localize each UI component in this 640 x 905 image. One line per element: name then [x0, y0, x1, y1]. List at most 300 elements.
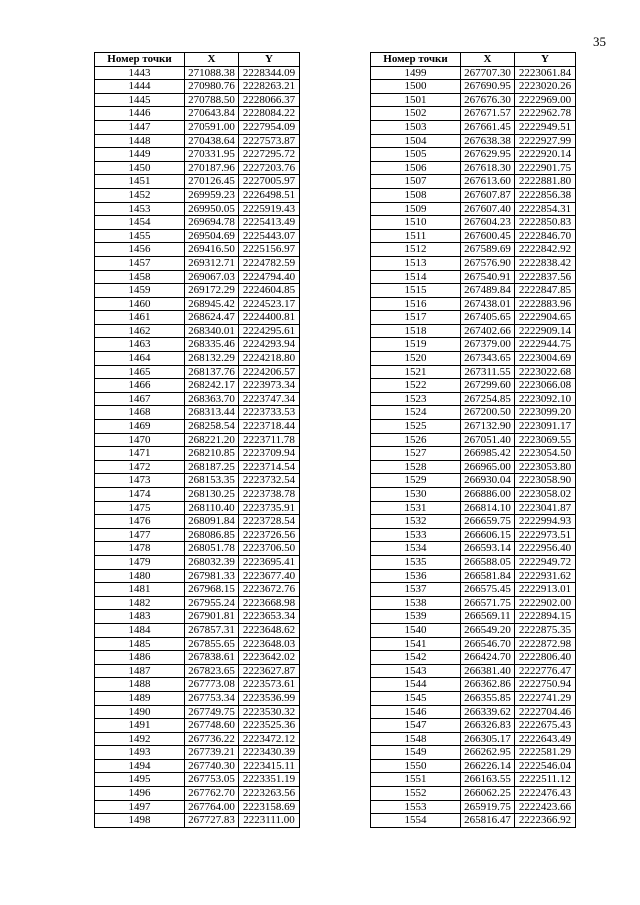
table-row [95, 270, 300, 284]
table-row [95, 746, 300, 760]
cell-y: 2222902.00 [515, 596, 576, 610]
table-row [371, 515, 576, 529]
cell-x: 267604.23 [461, 216, 515, 230]
cell-x: 267855.65 [185, 637, 239, 651]
cell-y: 2228084.22 [239, 107, 300, 121]
cell-x: 270980.76 [185, 80, 239, 94]
cell-point-number: 1483 [95, 610, 185, 624]
cell-point-number: 1521 [371, 365, 461, 379]
table-row [371, 474, 576, 488]
cell-x: 268032.39 [185, 555, 239, 569]
cell-x: 268313.44 [185, 406, 239, 420]
cell-y: 2223728.54 [239, 515, 300, 529]
table-row [371, 365, 576, 379]
cell-y: 2228344.09 [239, 66, 300, 80]
cell-point-number: 1493 [95, 746, 185, 760]
cell-x: 267671.57 [461, 107, 515, 121]
cell-x: 268363.70 [185, 392, 239, 406]
cell-x: 267736.22 [185, 732, 239, 746]
table-row [371, 392, 576, 406]
cell-y: 2227573.87 [239, 134, 300, 148]
cell-point-number: 1542 [371, 651, 461, 665]
table-row [371, 229, 576, 243]
cell-y: 2228066.37 [239, 93, 300, 107]
table-row [371, 664, 576, 678]
cell-y: 2222476.43 [515, 787, 576, 801]
cell-y: 2223111.00 [239, 814, 300, 828]
cell-x: 268340.01 [185, 324, 239, 338]
table-row [371, 705, 576, 719]
table-row [371, 596, 576, 610]
table-row [371, 324, 576, 338]
cell-y: 2223158.69 [239, 800, 300, 814]
table-row [371, 460, 576, 474]
cell-y: 2223020.26 [515, 80, 576, 94]
table-row [371, 80, 576, 94]
cell-point-number: 1463 [95, 338, 185, 352]
cell-x: 266886.00 [461, 488, 515, 502]
cell-x: 267299.60 [461, 379, 515, 393]
table-row [371, 202, 576, 216]
table-row [371, 175, 576, 189]
table-row [95, 66, 300, 80]
cell-x: 267823.65 [185, 664, 239, 678]
cell-x: 270591.00 [185, 120, 239, 134]
table-row [371, 501, 576, 515]
cell-point-number: 1475 [95, 501, 185, 515]
cell-y: 2223711.78 [239, 433, 300, 447]
table-row [95, 148, 300, 162]
cell-point-number: 1459 [95, 284, 185, 298]
table-row [95, 175, 300, 189]
cell-x: 267740.30 [185, 759, 239, 773]
cell-point-number: 1454 [95, 216, 185, 230]
cell-x: 269504.69 [185, 229, 239, 243]
cell-x: 266424.70 [461, 651, 515, 665]
cell-x: 267051.40 [461, 433, 515, 447]
column-header-x: X [185, 53, 239, 67]
cell-y: 2223672.76 [239, 583, 300, 597]
cell-point-number: 1473 [95, 474, 185, 488]
cell-y: 2227954.09 [239, 120, 300, 134]
table-row [371, 732, 576, 746]
table-row [95, 583, 300, 597]
cell-y: 2222894.15 [515, 610, 576, 624]
cell-y: 2222962.78 [515, 107, 576, 121]
cell-y: 2224293.94 [239, 338, 300, 352]
cell-y: 2223732.54 [239, 474, 300, 488]
cell-y: 2223653.34 [239, 610, 300, 624]
cell-y: 2226498.51 [239, 188, 300, 202]
cell-y: 2223053.80 [515, 460, 576, 474]
cell-x: 269950.05 [185, 202, 239, 216]
cell-y: 2222643.49 [515, 732, 576, 746]
table-row [371, 420, 576, 434]
cell-x: 267607.87 [461, 188, 515, 202]
cell-x: 267402.66 [461, 324, 515, 338]
cell-point-number: 1539 [371, 610, 461, 624]
table-row [371, 678, 576, 692]
cell-point-number: 1516 [371, 297, 461, 311]
table-row [371, 583, 576, 597]
cell-point-number: 1471 [95, 447, 185, 461]
table-row [371, 243, 576, 257]
cell-x: 267727.83 [185, 814, 239, 828]
cell-y: 2227295.72 [239, 148, 300, 162]
cell-y: 2223092.10 [515, 392, 576, 406]
cell-x: 268086.85 [185, 528, 239, 542]
table-row [95, 107, 300, 121]
table-row [371, 188, 576, 202]
cell-point-number: 1452 [95, 188, 185, 202]
cell-y: 2223099.20 [515, 406, 576, 420]
table-row [95, 610, 300, 624]
cell-point-number: 1522 [371, 379, 461, 393]
cell-point-number: 1468 [95, 406, 185, 420]
cell-point-number: 1456 [95, 243, 185, 257]
cell-y: 2222901.75 [515, 161, 576, 175]
cell-point-number: 1451 [95, 175, 185, 189]
cell-x: 265816.47 [461, 814, 515, 828]
cell-point-number: 1494 [95, 759, 185, 773]
table-row [371, 814, 576, 828]
cell-point-number: 1503 [371, 120, 461, 134]
cell-x: 267540.91 [461, 270, 515, 284]
cell-x: 266339.62 [461, 705, 515, 719]
table-header-row [371, 53, 576, 67]
cell-y: 2222423.66 [515, 800, 576, 814]
cell-x: 268258.54 [185, 420, 239, 434]
cell-x: 267838.61 [185, 651, 239, 665]
table-row [371, 120, 576, 134]
table-row [371, 623, 576, 637]
cell-point-number: 1511 [371, 229, 461, 243]
cell-x: 269067.03 [185, 270, 239, 284]
cell-point-number: 1464 [95, 352, 185, 366]
cell-x: 268137.76 [185, 365, 239, 379]
cell-x: 267629.95 [461, 148, 515, 162]
cell-x: 267955.24 [185, 596, 239, 610]
cell-y: 2224206.57 [239, 365, 300, 379]
cell-y: 2223022.68 [515, 365, 576, 379]
cell-x: 266362.86 [461, 678, 515, 692]
cell-x: 267748.60 [185, 719, 239, 733]
cell-point-number: 1486 [95, 651, 185, 665]
cell-y: 2222944.75 [515, 338, 576, 352]
cell-y: 2225413.49 [239, 216, 300, 230]
cell-y: 2223733.53 [239, 406, 300, 420]
cell-point-number: 1540 [371, 623, 461, 637]
table-row [95, 229, 300, 243]
table-row [95, 814, 300, 828]
cell-y: 2223536.99 [239, 691, 300, 705]
cell-y: 2224218.80 [239, 352, 300, 366]
table-row [95, 488, 300, 502]
cell-x: 266659.75 [461, 515, 515, 529]
table-row [371, 216, 576, 230]
cell-x: 267676.30 [461, 93, 515, 107]
cell-y: 2225443.07 [239, 229, 300, 243]
table-row [95, 623, 300, 637]
cell-x: 267607.40 [461, 202, 515, 216]
cell-y: 2223668.98 [239, 596, 300, 610]
cell-point-number: 1518 [371, 324, 461, 338]
table-row [95, 787, 300, 801]
table-row [95, 379, 300, 393]
cell-y: 2222842.92 [515, 243, 576, 257]
cell-x: 266985.42 [461, 447, 515, 461]
cell-y: 2222927.99 [515, 134, 576, 148]
table-row [95, 120, 300, 134]
table-row [95, 528, 300, 542]
cell-point-number: 1462 [95, 324, 185, 338]
cell-x: 266381.40 [461, 664, 515, 678]
cell-x: 266355.85 [461, 691, 515, 705]
cell-x: 267638.38 [461, 134, 515, 148]
cell-point-number: 1547 [371, 719, 461, 733]
cell-y: 2223714.54 [239, 460, 300, 474]
cell-y: 2223061.84 [515, 66, 576, 80]
cell-point-number: 1469 [95, 420, 185, 434]
cell-point-number: 1485 [95, 637, 185, 651]
cell-x: 266814.10 [461, 501, 515, 515]
cell-point-number: 1446 [95, 107, 185, 121]
table-row [371, 651, 576, 665]
cell-y: 2224794.40 [239, 270, 300, 284]
cell-x: 267254.85 [461, 392, 515, 406]
table-row [95, 392, 300, 406]
table-row [95, 365, 300, 379]
cell-point-number: 1532 [371, 515, 461, 529]
table-row [95, 596, 300, 610]
cell-y: 2223735.91 [239, 501, 300, 515]
cell-point-number: 1514 [371, 270, 461, 284]
cell-y: 2223263.56 [239, 787, 300, 801]
table-row [95, 719, 300, 733]
table-row [371, 134, 576, 148]
table-row [95, 188, 300, 202]
table-row [371, 488, 576, 502]
cell-point-number: 1519 [371, 338, 461, 352]
table-row [95, 243, 300, 257]
cell-point-number: 1488 [95, 678, 185, 692]
cell-point-number: 1524 [371, 406, 461, 420]
table-row [95, 134, 300, 148]
table-row [95, 324, 300, 338]
cell-x: 267661.45 [461, 120, 515, 134]
cell-y: 2222875.35 [515, 623, 576, 637]
table-row [95, 420, 300, 434]
cell-point-number: 1479 [95, 555, 185, 569]
cell-point-number: 1543 [371, 664, 461, 678]
cell-y: 2222366.92 [515, 814, 576, 828]
cell-x: 267200.50 [461, 406, 515, 420]
table-row [371, 406, 576, 420]
cell-point-number: 1447 [95, 120, 185, 134]
cell-y: 2223472.12 [239, 732, 300, 746]
cell-x: 268242.17 [185, 379, 239, 393]
cell-point-number: 1523 [371, 392, 461, 406]
table-row [95, 406, 300, 420]
cell-x: 266581.84 [461, 569, 515, 583]
cell-y: 2223058.90 [515, 474, 576, 488]
cell-point-number: 1549 [371, 746, 461, 760]
coordinates-table-left [94, 52, 300, 828]
cell-point-number: 1467 [95, 392, 185, 406]
cell-x: 266571.75 [461, 596, 515, 610]
table-row [95, 705, 300, 719]
cell-x: 268153.35 [185, 474, 239, 488]
table-row [371, 284, 576, 298]
cell-y: 2225156.97 [239, 243, 300, 257]
cell-y: 2223430.39 [239, 746, 300, 760]
cell-point-number: 1544 [371, 678, 461, 692]
cell-point-number: 1480 [95, 569, 185, 583]
table-row [95, 474, 300, 488]
table-row [95, 542, 300, 556]
coordinates-table-right [370, 52, 576, 828]
cell-point-number: 1499 [371, 66, 461, 80]
cell-y: 2224782.59 [239, 256, 300, 270]
cell-y: 2222704.46 [515, 705, 576, 719]
cell-point-number: 1502 [371, 107, 461, 121]
table-row [371, 161, 576, 175]
cell-x: 266305.17 [461, 732, 515, 746]
cell-point-number: 1455 [95, 229, 185, 243]
cell-point-number: 1449 [95, 148, 185, 162]
cell-y: 2222675.43 [515, 719, 576, 733]
table-row [95, 651, 300, 665]
table-row [371, 719, 576, 733]
cell-x: 266062.25 [461, 787, 515, 801]
cell-point-number: 1477 [95, 528, 185, 542]
cell-y: 2223738.78 [239, 488, 300, 502]
cell-point-number: 1457 [95, 256, 185, 270]
cell-y: 2225919.43 [239, 202, 300, 216]
cell-y: 2222949.72 [515, 555, 576, 569]
cell-y: 2223627.87 [239, 664, 300, 678]
table-row [371, 352, 576, 366]
cell-y: 2222806.40 [515, 651, 576, 665]
table-row [371, 555, 576, 569]
cell-y: 2222920.14 [515, 148, 576, 162]
cell-point-number: 1448 [95, 134, 185, 148]
cell-x: 266226.14 [461, 759, 515, 773]
cell-point-number: 1482 [95, 596, 185, 610]
cell-x: 267600.45 [461, 229, 515, 243]
column-header-point-number: Номер точки [95, 53, 185, 67]
cell-x: 268221.20 [185, 433, 239, 447]
cell-point-number: 1534 [371, 542, 461, 556]
table-header-row [95, 53, 300, 67]
column-header-x: X [461, 53, 515, 67]
cell-point-number: 1497 [95, 800, 185, 814]
cell-y: 2224523.17 [239, 297, 300, 311]
table-row [371, 569, 576, 583]
cell-x: 270187.96 [185, 161, 239, 175]
cell-y: 2222913.01 [515, 583, 576, 597]
cell-point-number: 1504 [371, 134, 461, 148]
cell-y: 2223695.41 [239, 555, 300, 569]
cell-y: 2222956.40 [515, 542, 576, 556]
cell-point-number: 1550 [371, 759, 461, 773]
cell-y: 2222973.51 [515, 528, 576, 542]
cell-x: 268130.25 [185, 488, 239, 502]
page-number: 35 [593, 34, 606, 49]
column-header-point-number: Номер точки [371, 53, 461, 67]
cell-x: 267690.95 [461, 80, 515, 94]
cell-point-number: 1535 [371, 555, 461, 569]
cell-x: 266575.45 [461, 583, 515, 597]
cell-point-number: 1461 [95, 311, 185, 325]
table-row [95, 284, 300, 298]
cell-x: 267311.55 [461, 365, 515, 379]
cell-y: 2223706.50 [239, 542, 300, 556]
cell-x: 267968.15 [185, 583, 239, 597]
cell-x: 268091.84 [185, 515, 239, 529]
cell-y: 2222837.56 [515, 270, 576, 284]
cell-x: 267343.65 [461, 352, 515, 366]
table-row [95, 678, 300, 692]
table-row [371, 773, 576, 787]
table-row [371, 528, 576, 542]
table-row [95, 352, 300, 366]
cell-point-number: 1541 [371, 637, 461, 651]
cell-y: 2223973.34 [239, 379, 300, 393]
cell-y: 2223525.36 [239, 719, 300, 733]
cell-x: 267489.84 [461, 284, 515, 298]
cell-y: 2222856.38 [515, 188, 576, 202]
cell-y: 2222846.70 [515, 229, 576, 243]
cell-point-number: 1520 [371, 352, 461, 366]
cell-point-number: 1507 [371, 175, 461, 189]
cell-point-number: 1530 [371, 488, 461, 502]
cell-y: 2223726.56 [239, 528, 300, 542]
cell-point-number: 1545 [371, 691, 461, 705]
cell-y: 2222776.47 [515, 664, 576, 678]
cell-point-number: 1537 [371, 583, 461, 597]
cell-x: 268110.40 [185, 501, 239, 515]
cell-point-number: 1551 [371, 773, 461, 787]
table-row [95, 433, 300, 447]
cell-x: 267749.75 [185, 705, 239, 719]
cell-y: 2223066.08 [515, 379, 576, 393]
cell-point-number: 1527 [371, 447, 461, 461]
table-row [371, 311, 576, 325]
cell-point-number: 1500 [371, 80, 461, 94]
cell-y: 2223642.02 [239, 651, 300, 665]
table-row [95, 691, 300, 705]
cell-point-number: 1546 [371, 705, 461, 719]
cell-y: 2222872.98 [515, 637, 576, 651]
cell-point-number: 1458 [95, 270, 185, 284]
cell-y: 2223709.94 [239, 447, 300, 461]
cell-y: 2222854.31 [515, 202, 576, 216]
table-row [371, 256, 576, 270]
cell-y: 2222850.83 [515, 216, 576, 230]
table-row [371, 270, 576, 284]
cell-x: 266965.00 [461, 460, 515, 474]
cell-y: 2224400.81 [239, 311, 300, 325]
cell-point-number: 1525 [371, 420, 461, 434]
cell-y: 2224295.61 [239, 324, 300, 338]
cell-y: 2222909.14 [515, 324, 576, 338]
cell-point-number: 1515 [371, 284, 461, 298]
table-row [95, 569, 300, 583]
cell-x: 267753.05 [185, 773, 239, 787]
table-row [371, 800, 576, 814]
cell-point-number: 1510 [371, 216, 461, 230]
